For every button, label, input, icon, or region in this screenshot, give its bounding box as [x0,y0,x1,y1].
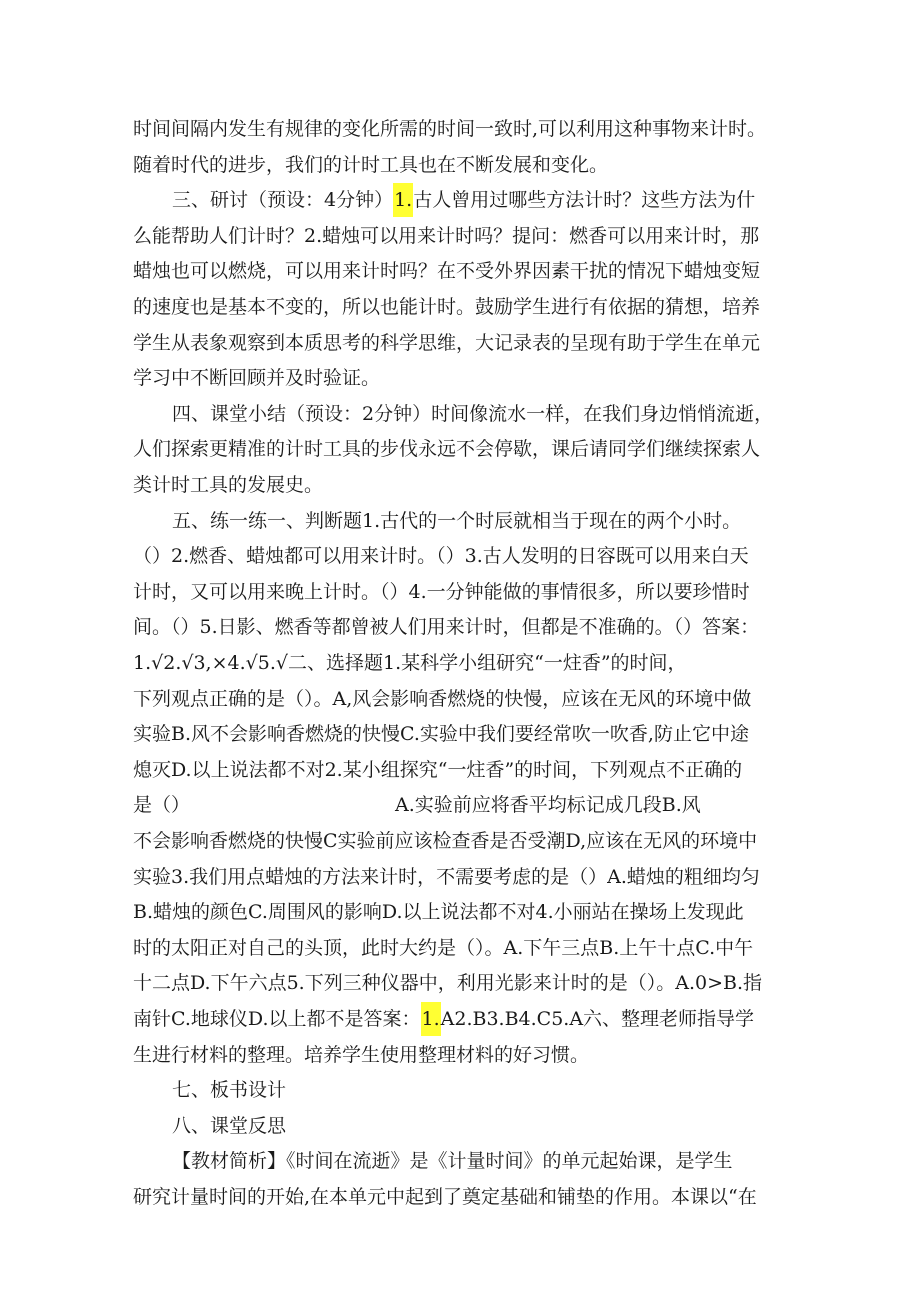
text-line [0,148,920,182]
text-segment: 十二点D.下午六点5.下列三种仪器中，利用光影来计时的是（）。A.0>B.指 [133,972,762,995]
text-line [0,432,920,466]
text-segment: 随着时代的进步，我们的计时工具也在不断发展和变化。 [133,153,609,176]
text-segment: 是（） [133,794,191,817]
text-line [0,1109,920,1143]
text-segment: 计时，又可以用来晚上计时。（）4.一分钟能做的事情很多，所以要珍惜时 [133,580,750,603]
text-segment: 学生从表象观察到本质思考的科学思维，大记录表的呈现有助于学生在单元 [133,331,761,354]
highlighted-text: 1. [393,183,413,217]
text-segment: 七、板书设计 [172,1079,287,1102]
text-segment: 时间间隔内发生有规律的变化所需的时间一致时,可以利用这种事物来计时。 [133,118,767,140]
text-line [0,219,920,253]
text-line [0,966,920,1000]
text-segment: 蜡烛也可以燃烧，可以用来计时吗？在不受外界因素干扰的情况下蜡烛变短 [133,260,761,283]
text-line [0,860,920,894]
text-line [0,254,920,288]
text-segment: 四、课堂小结（预设：2分钟）时间像流水一样，在我们身边悄悄流逝， [172,402,774,425]
text-line [0,1180,920,1214]
highlighted-text: 1. [421,1002,441,1036]
text-segment: A.实验前应将香平均标记成几段B.风 [395,794,701,817]
text-segment: 【教材简析】《时间在流逝》是《计量时间》的单元起始课，是学生 [172,1150,733,1173]
text-line [0,646,920,680]
text-line [0,504,920,538]
text-line [0,1002,920,1036]
text-line [0,361,920,395]
text-segment: 人们探索更精准的计时工具的步伐永远不会停歇，课后请同学们继续探索人 [133,438,761,461]
text-line [0,468,920,502]
text-segment: 实验B.风不会影响香燃烧的快慢C.实验中我们要经常吹一吹香,防止它中途 [133,723,749,746]
text-segment: （）2.燃香、蜡烛都可以用来计时。（）3.古人发明的日容既可以用来白天 [133,545,749,568]
text-segment: B.蜡烛的颜色C.周围风的影响D.以上说法都不对4.小丽站在操场上发现此 [133,901,744,924]
text-segment: 五、练一练一、判断题1.古代的一个时辰就相当于现在的两个小时。 [172,509,742,532]
text-line [0,824,920,858]
text-segment: 间。（）5.日影、燃香等都曾被人们用来计时，但都是不准确的。（）答案： [133,616,760,639]
text-line [0,290,920,324]
text-line [0,1073,920,1107]
text-segment: 三、研讨（预设：4分钟） [172,189,394,212]
text-segment: 学习中不断回顾并及时验证。 [133,367,381,390]
text-line [0,682,920,716]
text-segment: 类计时工具的发展史。 [133,474,324,496]
text-line [0,112,920,146]
text-line [0,788,920,822]
text-segment: 么能帮助人们计时？2.蜡烛可以用来计时吗？提问：燃香可以用来计时，那 [133,224,760,247]
text-line [0,1038,920,1072]
text-segment: 南针C.地球仪D.以上都不是答案： [133,1008,421,1030]
text-line [0,326,920,360]
text-line [0,610,920,644]
text-segment: 实验3.我们用点蜡烛的方法来计时，不需要考虑的是（）A.蜡烛的粗细均匀 [133,865,760,888]
text-segment: 熄灭D.以上说法都不对2.某小组探究“一炷香”的时间，下列观点不正确的 [133,758,743,781]
text-line [0,539,920,573]
text-line [0,397,920,431]
text-line [0,753,920,787]
text-line [0,931,920,965]
text-segment: 1.√2.√3,×4.√5.√二、选择题1.某科学小组研究“一炷香”的时间， [133,652,687,674]
text-line [0,895,920,929]
text-line [0,183,920,217]
text-segment: 时的太阳正对自己的头顶，此时大约是（）。A.下午三点B.上午十点C.中午 [133,936,754,959]
text-segment: 古人曾用过哪些方法计时？这些方法为什 [413,189,756,212]
text-segment: 研究计量时间的开始,在本单元中起到了奠定基础和铺垫的作用。本课以“在 [133,1186,757,1208]
text-segment: 生进行材料的整理。培养学生使用整理材料的好习惯。 [133,1043,590,1066]
text-line [0,717,920,751]
text-segment: 不会影响香燃烧的快慢C实验前应该检查香是否受潮D,应该在无风的环境中 [133,830,758,852]
text-line [0,1144,920,1178]
text-line [0,575,920,609]
text-segment: 下列观点正确的是（）。A,风会影响香燃烧的快慢，应该在无风的环境中做 [133,687,752,710]
text-segment: 八、课堂反思 [172,1114,287,1137]
text-segment: A2.B3.B4.C5.A六、整理老师指导学 [440,1008,755,1030]
text-segment: 的速度也是基本不变的，所以也能计时。鼓励学生进行有依据的猜想，培养 [133,296,761,318]
